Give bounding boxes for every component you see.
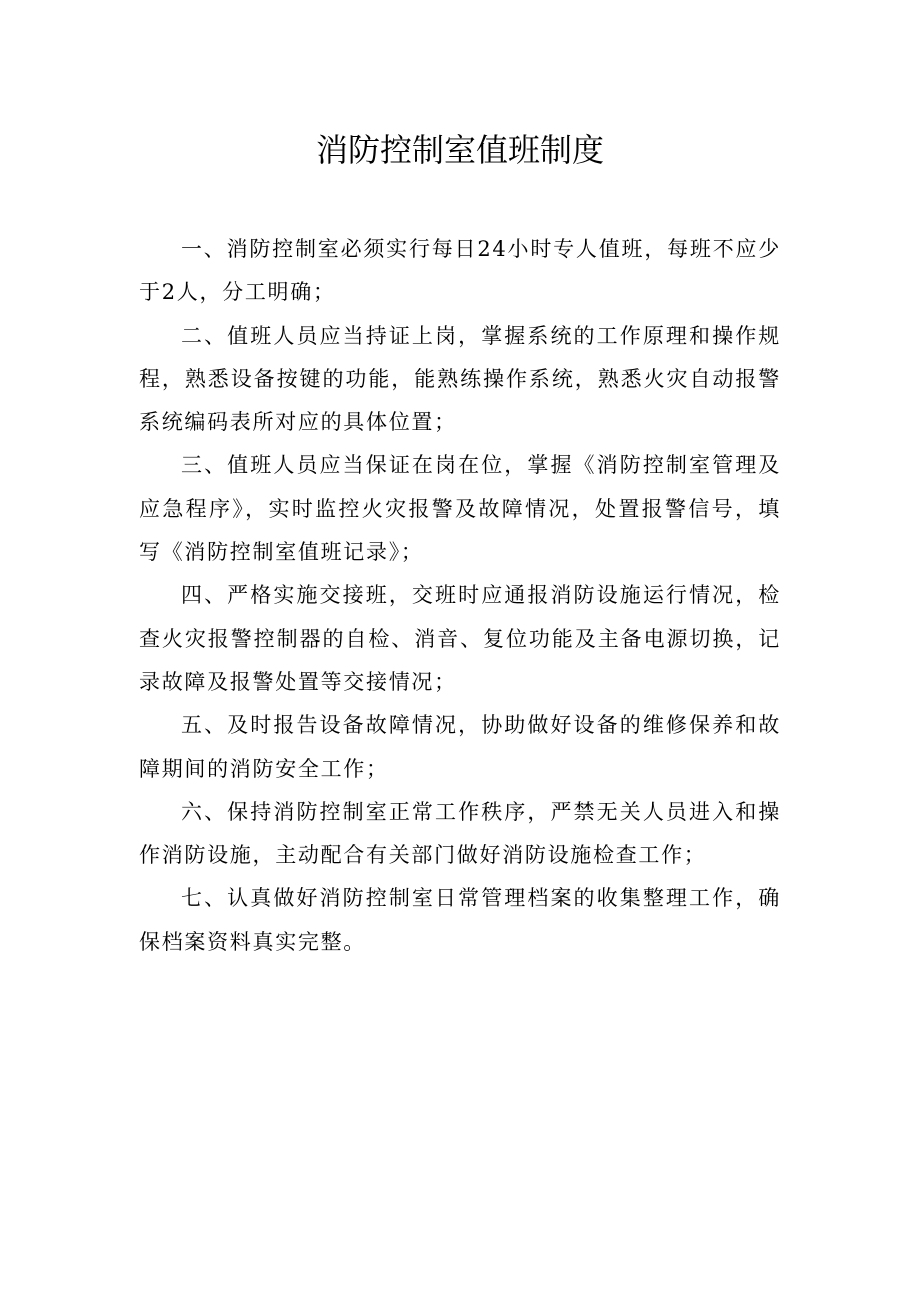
clause-6: 六、保持消防控制室正常工作秩序，严禁无关人员进入和操作消防设施，主动配合有关部门做好消防设施检查工作； [139,799,781,868]
clause-3: 三、值班人员应当保证在岗在位，掌握《消防控制室管理及应急程序》，实时监控火灾报警及故障情况，处置报警信号，填写《消防控制室值班记录》； [139,453,781,565]
clause-4: 四、严格实施交接班，交班时应通报消防设施运行情况，检查火灾报警控制器的自检、消音、复位功能及主备电源切换，记录故障及报警处置等交接情况； [139,583,781,694]
document-body [139,228,781,964]
document-title: 消防控制室值班制度 [315,131,604,169]
clause-1: 一、消防控制室必须实行每日24小时专人值班，每班不应少于2人，分工明确； [139,237,781,305]
clause-5: 五、及时报告设备故障情况，协助做好设备的维修保养和故障期间的消防安全工作； [139,713,781,781]
clause-7: 七、认真做好消防控制室日常管理档案的收集整理工作，确保档案资料真实完整。 [139,886,781,954]
clause-2: 二、值班人员应当持证上岗，掌握系统的工作原理和操作规程，熟悉设备按键的功能，能熟练操作系统，熟悉火灾自动报警系统编码表所对应的具体位置； [139,323,781,435]
